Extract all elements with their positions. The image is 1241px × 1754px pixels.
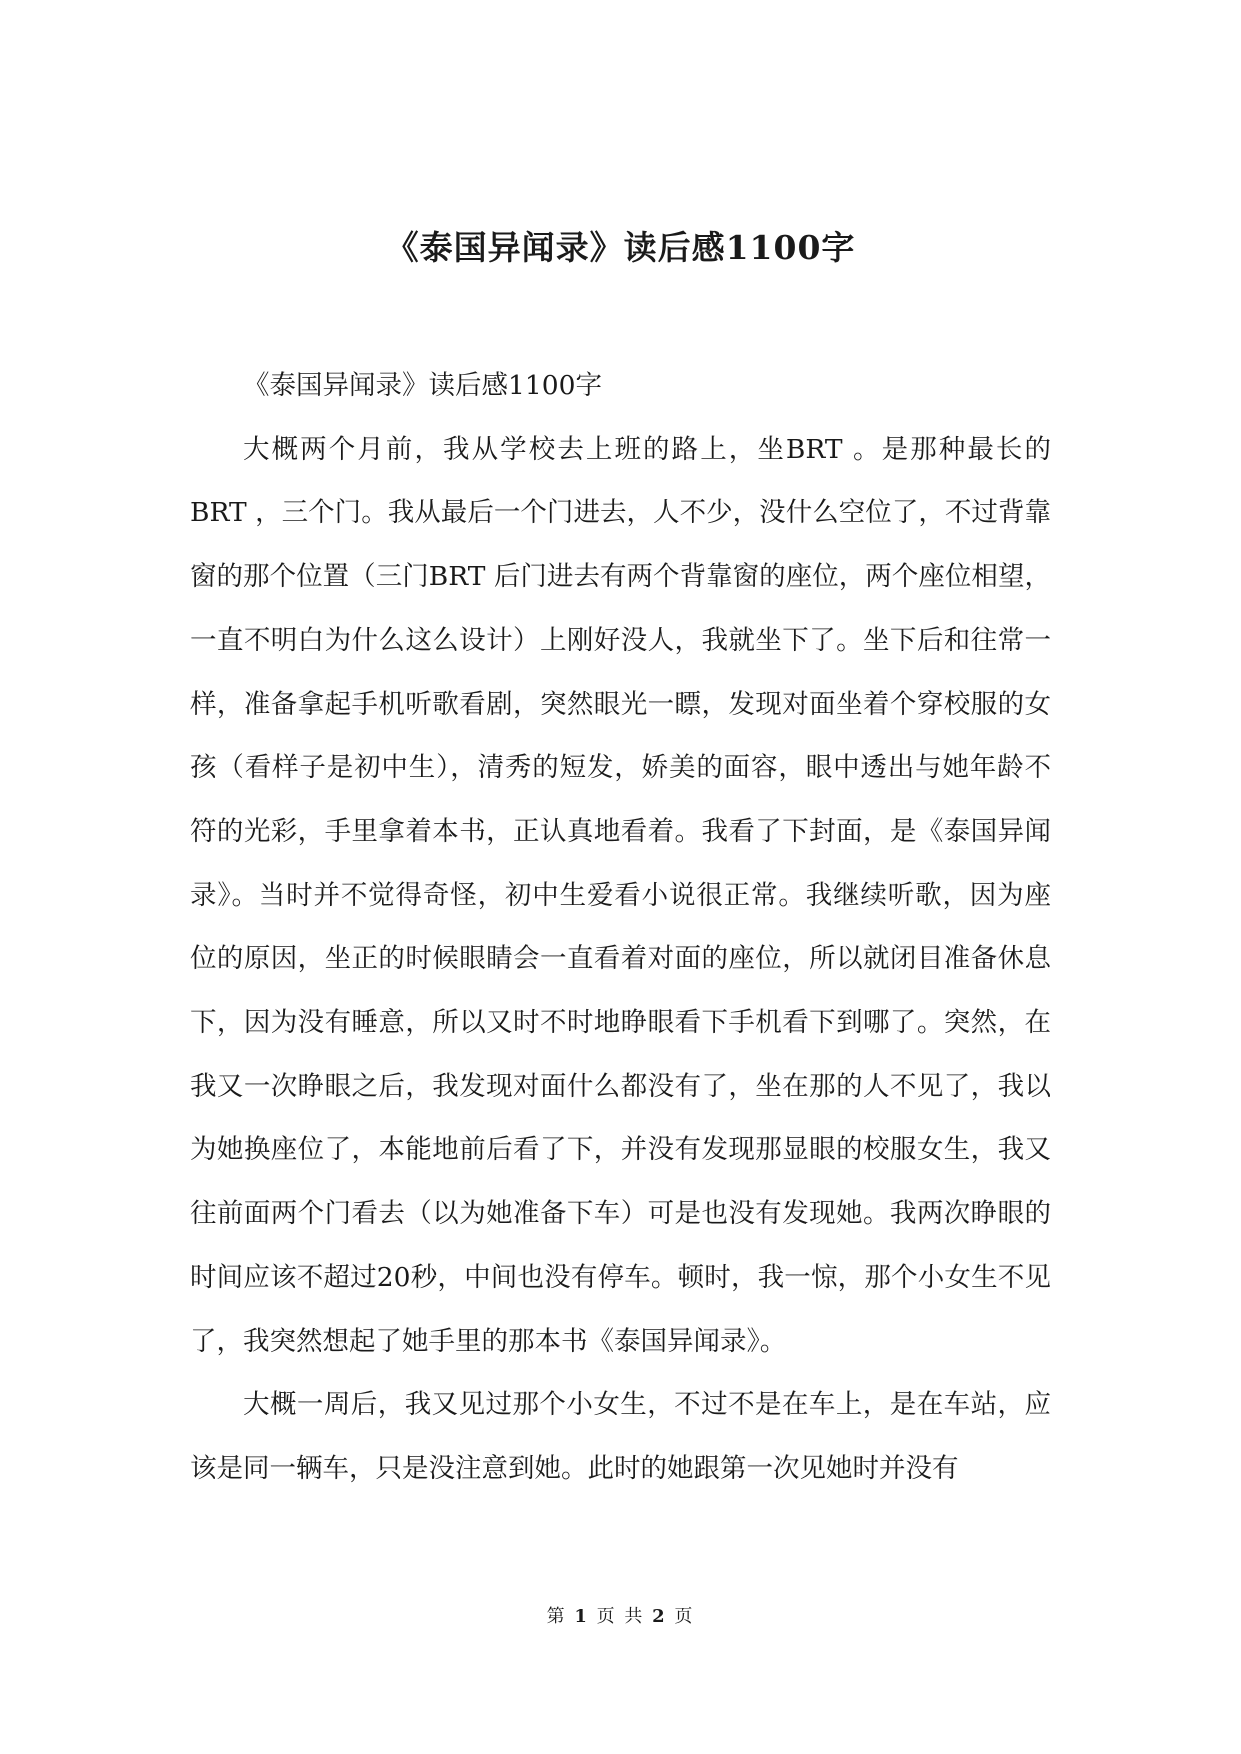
paragraph: 大概一周后，我又见过那个小女生，不过不是在车上，是在车站，应该是同一辆车，只是没注意到她。此时的她跟第一次见她时并没有: [190, 1389, 1051, 1484]
paragraph: 大概两个月前，我从学校去上班的路上，坐BRT 。是那种最长的BRT ，三个门。我从最后一个门进去，人不少，没什么空位了，不过背靠窗的那个位置（三门BRT 后门进去有两个背靠窗的座位，两个座位相望，一直不明白为什么这么设计）上刚好没人，我就坐下了。坐下后和往常一样，准备拿起手机听歌看剧，突然眼光一瞟，发现对面坐着个穿校服的女孩（看样子是初中生），清秀的短发，娇美的面容，眼中透出与她年龄不符的光彩，手里拿着本书，正认真地看着。我看了下封面，是《泰国异闻录》。当时并不觉得奇怪，初中生爱看小说很正常。我继续听歌，因为座位的原因，坐正的时候眼睛会一直看着对面的座位，所以就闭目准备休息下，因为没有睡意，所以又时不时地睁眼看下手机看下到哪了。突然，在我又一次睁眼之后，我发现对面什么都没有了，坐在那的人不见了，我以为她换座位了，本能地前后看了下，并没有发现那显眼的校服女生，我又往前面两个门看去（以为她准备下车）可是也没有发现她。我两次睁眼的时间应该不超过20秒，中间也没有停车。顿时，我一惊，那个小女生不见了，我突然想起了她手里的那本书《泰国异闻录》。: [190, 433, 1051, 1357]
footer-suffix: 页: [674, 1606, 695, 1627]
current-page-number: 1: [574, 1606, 589, 1627]
document-body: [190, 354, 1051, 1501]
footer-middle: 页 共: [596, 1606, 645, 1627]
footer-prefix: 第: [546, 1606, 567, 1627]
total-pages-number: 2: [652, 1606, 667, 1627]
paragraph-subtitle: 《泰国异闻录》读后感1100字: [243, 370, 602, 401]
document-title: 《泰国异闻录》读后感1100字: [385, 228, 856, 267]
page-footer: [0, 1602, 1241, 1628]
